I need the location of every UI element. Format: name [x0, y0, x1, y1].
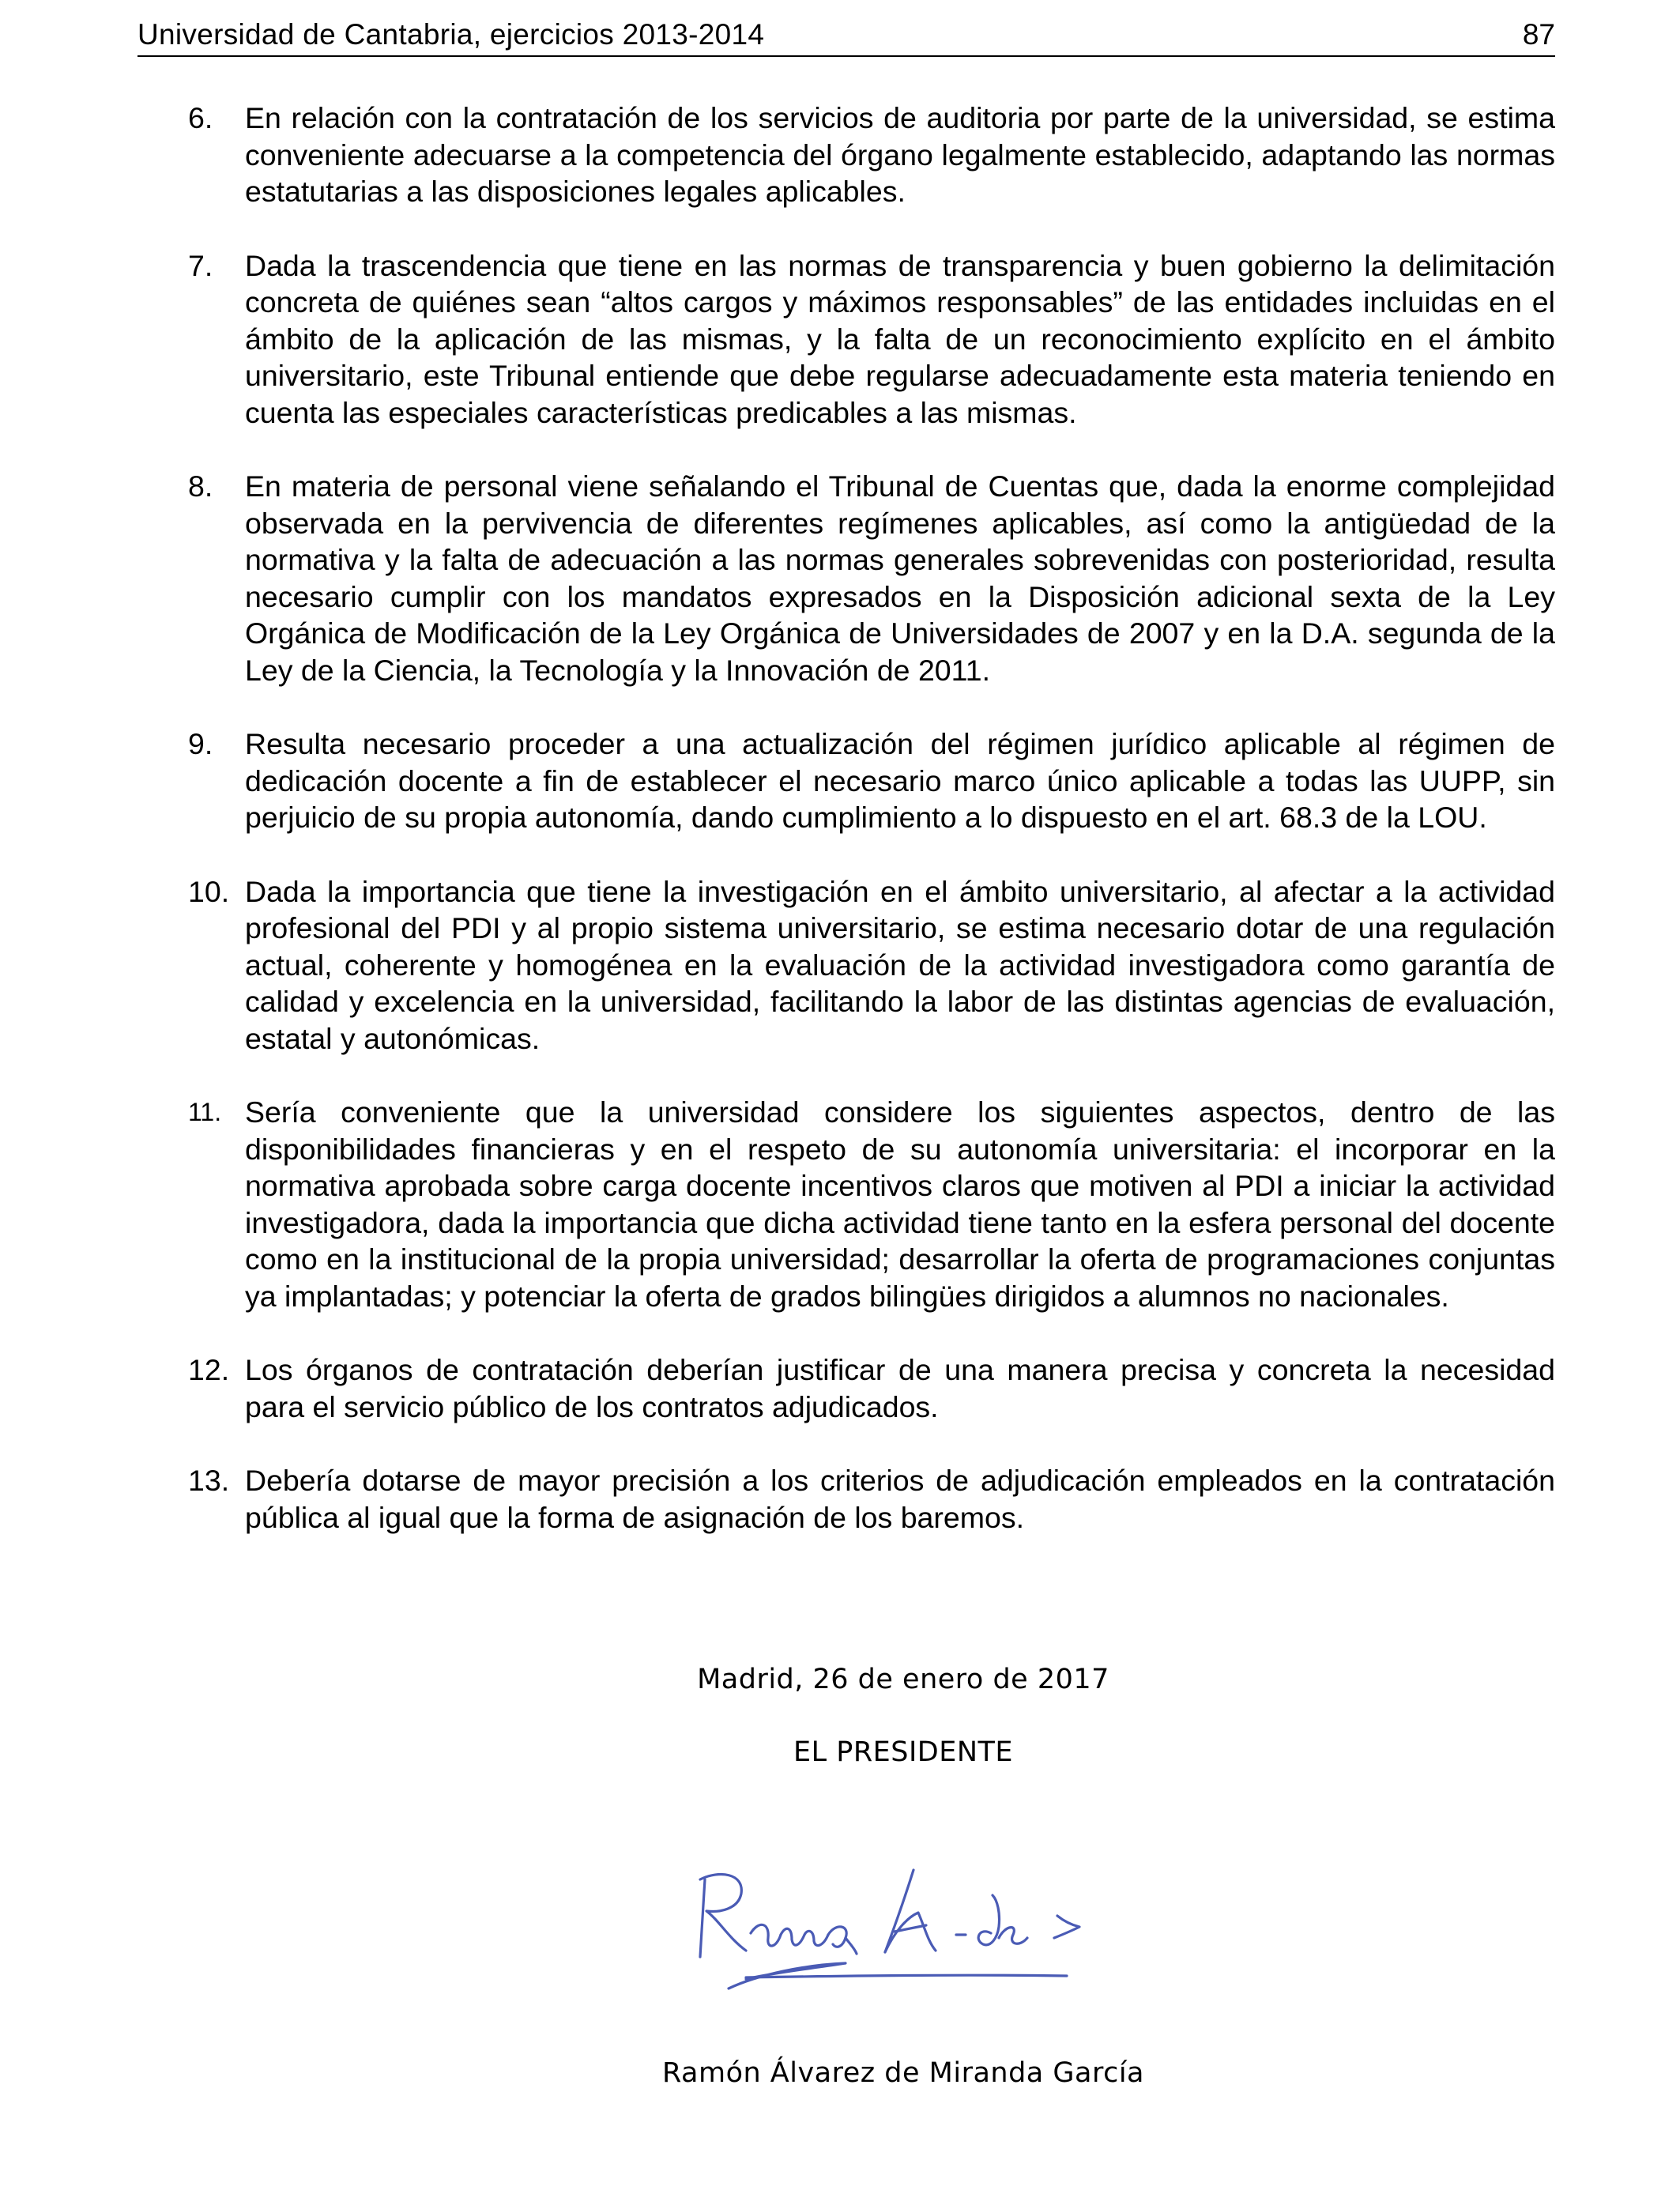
list-item — [188, 873, 1555, 1057]
item-number: 12. — [188, 1353, 230, 1386]
signatory-name: Ramón Álvarez de Miranda García — [661, 2057, 1144, 2089]
item-number: 11. — [188, 1098, 222, 1126]
page-number: 87 — [1522, 18, 1555, 51]
header-title: Universidad de Cantabria, ejercicios 2013-2014 — [137, 18, 765, 51]
list-item — [188, 468, 1555, 688]
item-text: En materia de personal viene señalando el Tribunal de Cuentas que, dada la enorme complejidad observada en la pervivencia de diferentes regímenes aplicables, así como la antigüedad de la normativa y la falta de adecuación a las normas generales sobrevenidas con posterioridad, resulta necesario cumplir con los mandatos expresados en la Disposición adicional sexta de la Ley Orgánica de Modificación de la Ley Orgánica de Universidades de 2007 y en la D.A. segunda de la Ley de la Ciencia, la Tecnología y la Innovación de 2011. — [245, 469, 1555, 687]
list-item — [188, 1094, 1555, 1314]
page-header — [137, 14, 1555, 57]
recommendations-list — [188, 100, 1555, 1573]
item-text: Dada la trascendencia que tiene en las normas de transparencia y buen gobierno la delimitación concreta de quiénes sean “altos cargos y máximos responsables” de las entidades incluidas en el ámbito de la aplicación de las mismas, y la falta de un reconocimiento explícito en el ámbito universitario, este Tribunal entiende que debe regularse adecuadamente esta materia teniendo en cuenta las especiales características predicables a las mismas. — [245, 248, 1555, 429]
item-text: Debería dotarse de mayor precisión a los criterios de adjudicación empleados en la contratación pública al igual que la forma de asignación de los baremos. — [245, 1464, 1555, 1534]
item-number: 8. — [188, 469, 213, 503]
item-number: 13. — [188, 1464, 230, 1497]
list-item — [188, 726, 1555, 836]
list-item — [188, 1462, 1555, 1536]
item-number: 10. — [188, 874, 230, 908]
item-number: 6. — [188, 101, 213, 134]
item-number: 9. — [188, 727, 213, 760]
item-text: Resulta necesario proceder a una actualización del régimen jurídico aplicable al régimen de dedicación docente a fin de establecer el necesario marco único aplicable a todas las UUPP, sin perjuicio de su propia autonomía, dando cumplimiento a lo dispuesto en el art. 68.3 de la LOU. — [245, 727, 1555, 834]
item-text: Los órganos de contratación deberían justificar de una manera precisa y concreta la necesidad para el servicio público de los contratos adjudicados. — [245, 1353, 1555, 1423]
list-item — [188, 100, 1555, 210]
item-text: Dada la importancia que tiene la investigación en el ámbito universitario, al afectar a la actividad profesional del PDI y al propio sistema universitario, se estima necesario dotar de una regulación actual, coherente y homogénea en la evaluación de la actividad investigadora como garantía de calidad y excelencia en la universidad, facilitando la labor de las distintas agencias de evaluación, estatal y autonómicas. — [245, 874, 1555, 1055]
list-item — [188, 1351, 1555, 1425]
handwritten-signature — [687, 1856, 1098, 2006]
item-text: Sería conveniente que la universidad considere los siguientes aspectos, dentro de las disponibilidades financieras y en el respeto de su autonomía universitaria: el incorporar en la normativa aprobada sobre carga docente incentivos claros que motiven al PDI a iniciar la actividad investigadora, dada la importancia que dicha actividad tiene tanto en la esfera personal del docente como en la institucional de la propia universidad; desarrollar la oferta de programaciones conjuntas ya implantadas; y potenciar la oferta de grados bilingües dirigidos a alumnos no nacionales. — [245, 1095, 1555, 1313]
item-number: 7. — [188, 248, 213, 282]
list-item — [188, 247, 1555, 432]
place-date: Madrid, 26 de enero de 2017 — [697, 1664, 1109, 1695]
item-text: En relación con la contratación de los servicios de auditoria por parte de la universidad, se estima conveniente adecuarse a la competencia del órgano legalmente establecido, adaptando las normas estatutarias a las disposiciones legales aplicables. — [245, 101, 1555, 208]
signatory-title: EL PRESIDENTE — [793, 1736, 1014, 1768]
